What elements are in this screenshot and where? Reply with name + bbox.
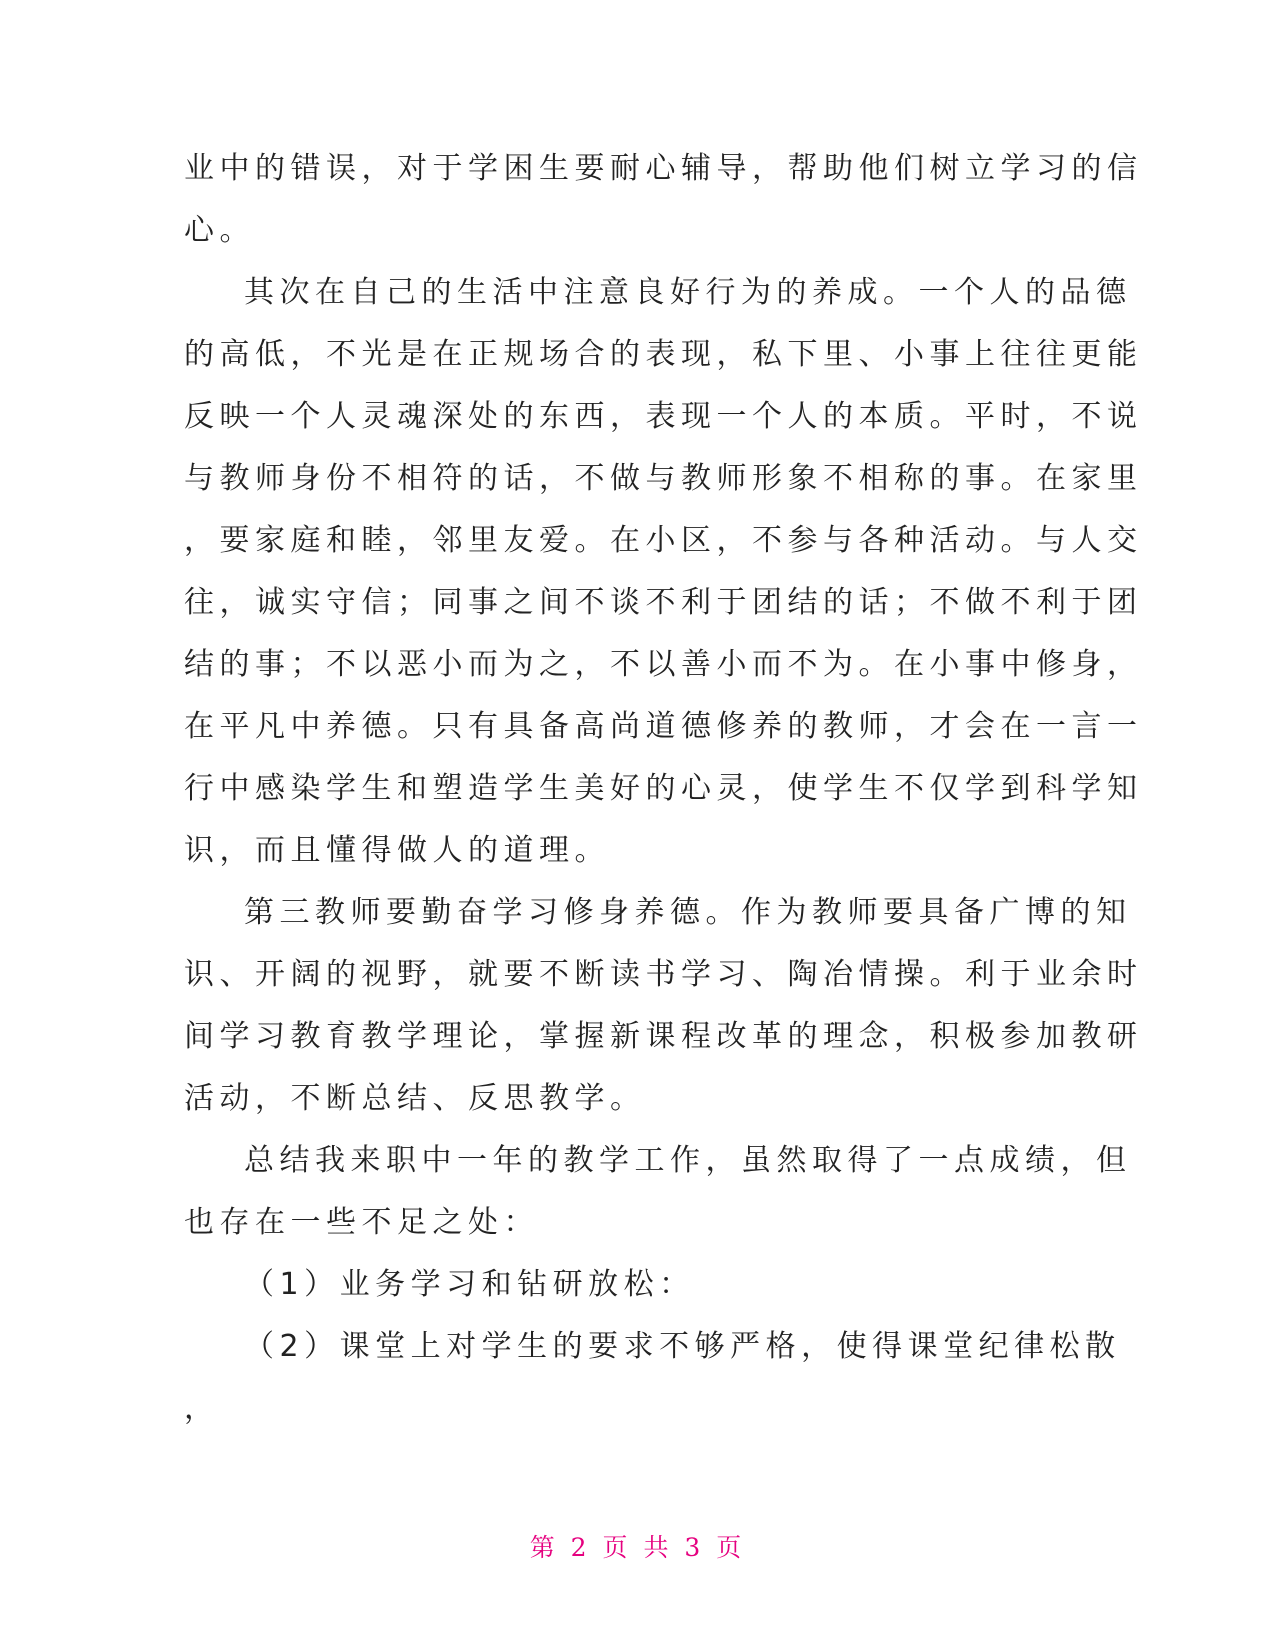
text-line: 识，而且懂得做人的道理。 <box>184 833 610 868</box>
document-body <box>184 138 1143 1440</box>
text-line: 的高低，不光是在正规场合的表现，私下里、小事上往往更能 <box>184 337 1143 372</box>
text-line: ，要家庭和睦，邻里友爱。在小区，不参与各种活动。与人交 <box>184 523 1143 558</box>
text-line: 反映一个人灵魂深处的东西，表现一个人的本质。平时，不说 <box>184 399 1143 434</box>
text-line: （2）课堂上对学生的要求不够严格，使得课堂纪律松散 <box>244 1329 1121 1364</box>
text-line: 与教师身份不相符的话，不做与教师形象不相称的事。在家里 <box>184 461 1143 496</box>
page-number-footer: 第 2 页 共 3 页 <box>529 1533 746 1562</box>
text-line: （1）业务学习和钻研放松： <box>244 1267 695 1302</box>
text-line: 间学习教育教学理论，掌握新课程改革的理念，积极参加教研 <box>184 1019 1143 1054</box>
text-line: 心。 <box>184 213 255 248</box>
text-line: 在平凡中养德。只有具备高尚道德修养的教师，才会在一言一 <box>184 709 1143 744</box>
text-line: 活动，不断总结、反思教学。 <box>184 1081 646 1116</box>
text-line: 总结我来职中一年的教学工作，虽然取得了一点成绩，但 <box>244 1143 1132 1178</box>
text-line: 业中的错误，对于学困生要耐心辅导，帮助他们树立学习的信 <box>184 151 1143 186</box>
text-line: 其次在自己的生活中注意良好行为的养成。一个人的品德 <box>244 275 1132 310</box>
text-line: 结的事；不以恶小而为之，不以善小而不为。在小事中修身， <box>184 647 1143 682</box>
text-line: ， <box>184 1391 220 1426</box>
text-line: 也存在一些不足之处： <box>184 1205 539 1240</box>
text-line: 第三教师要勤奋学习修身养德。作为教师要具备广博的知 <box>244 895 1132 930</box>
text-line: 识、开阔的视野，就要不断读书学习、陶冶情操。利于业余时 <box>184 957 1143 992</box>
text-line: 往，诚实守信；同事之间不谈不利于团结的话；不做不利于团 <box>184 585 1143 620</box>
text-line: 行中感染学生和塑造学生美好的心灵，使学生不仅学到科学知 <box>184 771 1143 806</box>
